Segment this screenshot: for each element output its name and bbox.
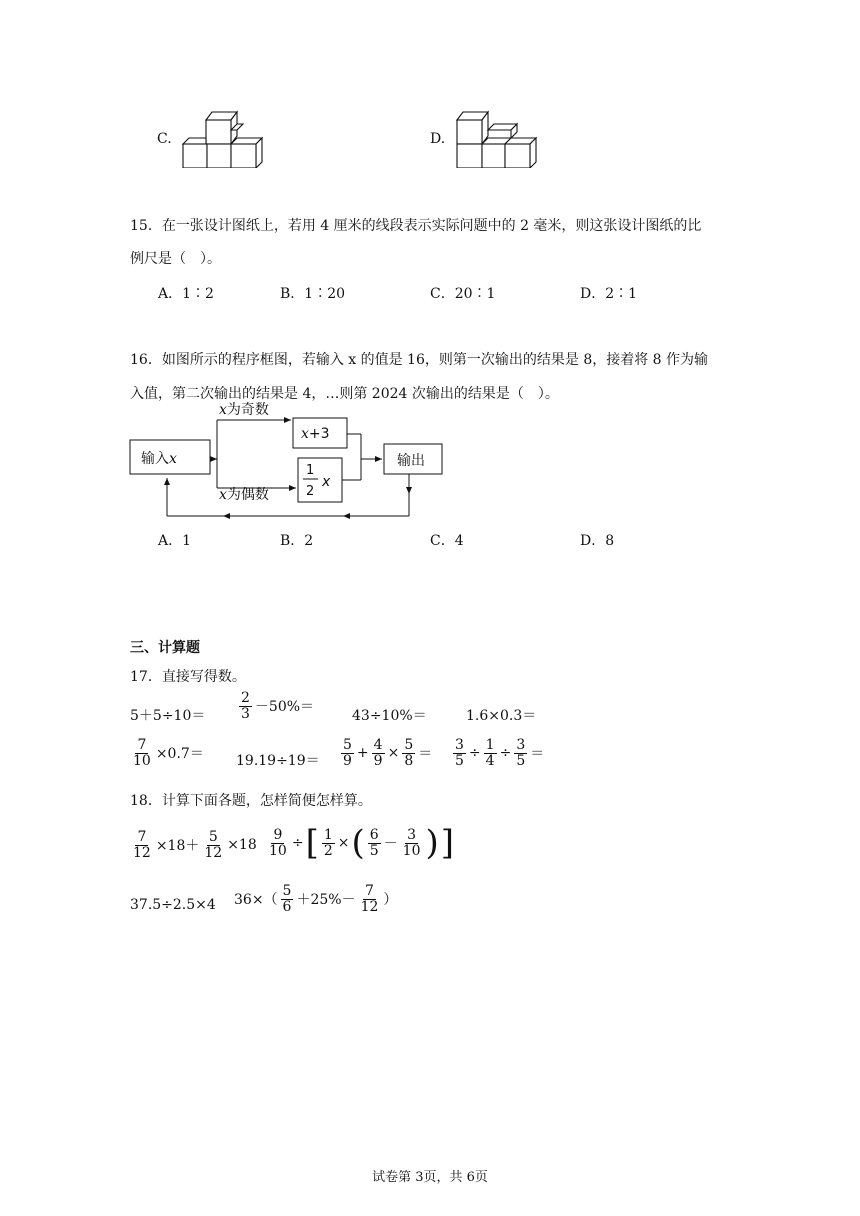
q15-option-a[interactable]: A．1∶2 <box>158 286 214 302</box>
page-footer: 试卷第 3页，共 6页 <box>372 1170 488 1185</box>
q18-expr-c: 37.5÷2.5×4 <box>130 897 216 913</box>
q17-expr-7: $\frac{5}{9}$ + $\frac{4}{9}$ × $\frac{5}{8}$ ＝ <box>343 737 433 769</box>
q16-stem-line1: 16．如图所示的程序框图，若输入 x 的值是 16，则第一次输出的结果是 8，接着将 8 作为输 <box>130 352 709 368</box>
flow-half-var: x <box>322 474 331 490</box>
right-bracket: ] <box>440 823 455 863</box>
q18-expr-a: $\frac{7}{12}$ ×18＋ $\frac{5}{12}$ ×18 <box>133 829 257 861</box>
cube-figure-c <box>181 108 265 168</box>
q15-option-d[interactable]: D．2∶1 <box>580 286 638 302</box>
q15-stem-line1: 15．在一张设计图纸上，若用 4 厘米的线段表示实际问题中的 2 毫米，则这张设计图纸的比 <box>130 218 702 234</box>
left-paren: ( <box>351 823 365 863</box>
flow-even-label: x为偶数 <box>219 487 269 503</box>
q15-option-c[interactable]: C．20∶1 <box>430 286 496 302</box>
q16-option-b[interactable]: B．2 <box>280 533 314 549</box>
option-d-label: D. <box>430 131 446 147</box>
right-paren: ) <box>425 823 439 863</box>
left-bracket: [ <box>305 823 319 863</box>
flow-odd-label: x为奇数 <box>219 402 269 418</box>
flow-half-num: 1 <box>306 463 315 478</box>
q18-expr-b: $\frac{9}{10}$ ÷ [ $\frac{1}{2}$ × ( $\frac{6}{5}$ － $\frac{3}{10}$ ) ] <box>269 823 455 863</box>
q16-stem-line2: 入值，第二次输出的结果是 4，…则第 2024 次输出的结果是（ ）。 <box>130 386 559 402</box>
q17-expr-5: $\frac{7}{10}$ ×0.7＝ <box>133 737 204 769</box>
option-c-label: C. <box>157 131 172 147</box>
flow-plus3-text: x+3 <box>301 426 330 442</box>
q16-option-d[interactable]: D．8 <box>580 533 615 549</box>
flow-half-den: 2 <box>306 484 315 499</box>
q17-expr-3: 43÷10%＝ <box>352 708 427 724</box>
flow-input-text: 输入x <box>141 451 177 467</box>
q17-expr-1: 5＋5÷10＝ <box>130 708 206 724</box>
flow-half-box <box>298 458 342 502</box>
q16-option-c[interactable]: C．4 <box>430 533 464 549</box>
cube-figure-d <box>455 108 539 168</box>
q15-stem-line2: 例尺是（ ）。 <box>130 251 221 267</box>
q16-option-a[interactable]: A．1 <box>158 533 192 549</box>
q15-option-b[interactable]: B．1∶20 <box>280 286 346 302</box>
program-flowchart <box>125 402 455 524</box>
q17-expr-2: $\frac{2}{3}$ －50%＝ <box>241 690 315 722</box>
q17-expr-8: $\frac{3}{5}$ ÷ $\frac{1}{4}$ ÷ $\frac{3}{5}$ ＝ <box>455 737 545 769</box>
q17-expr-4: 1.6×0.3＝ <box>466 708 537 724</box>
q17-title: 17．直接写得数。 <box>130 669 246 685</box>
q17-expr-6: 19.19÷19＝ <box>236 753 320 769</box>
flow-output-text: 输出 <box>397 453 425 469</box>
section-title: 三、计算题 <box>130 640 200 656</box>
q18-expr-d: 36×（ $\frac{5}{6}$ ＋25%－ $\frac{7}{12}$ ） <box>234 883 398 915</box>
q18-title: 18．计算下面各题，怎样简便怎样算。 <box>130 793 372 809</box>
